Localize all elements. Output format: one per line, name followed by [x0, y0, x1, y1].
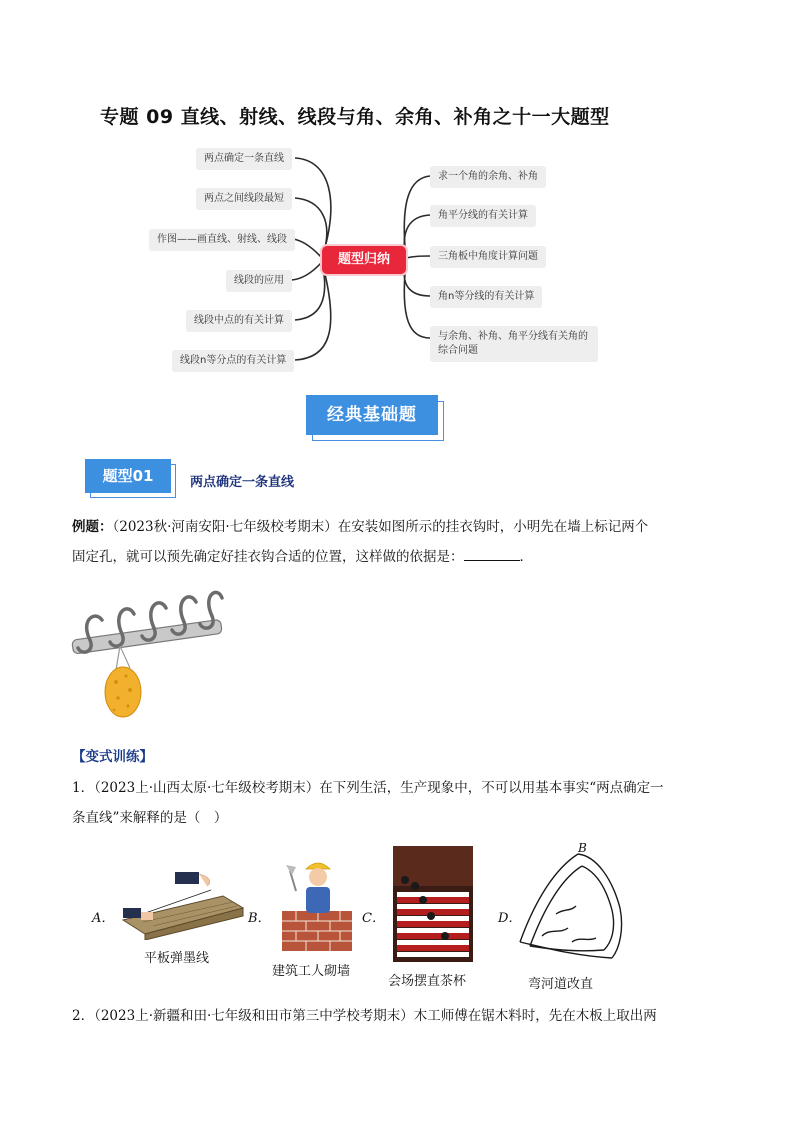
- option-d-image: [516, 838, 636, 970]
- mindmap-node-left-1: 两点确定一条直线: [196, 148, 292, 170]
- mindmap-connectors: [0, 0, 794, 380]
- section-banner: [306, 395, 438, 437]
- question-2-line-1: 2．（2023上·新疆和田·七年级和田市第三中学校考期末）木工师傅在锯木料时，先在木板上取出两: [72, 1008, 657, 1024]
- banner-label: 经典基础题: [306, 395, 438, 435]
- example-text: [72, 512, 672, 572]
- mindmap-node-right-2: 角平分线的有关计算: [430, 205, 536, 227]
- option-c-letter: C．: [362, 911, 385, 926]
- option-b-image: [276, 855, 356, 955]
- answer-blank: [464, 546, 520, 561]
- practice-heading: 【变式训练】: [72, 749, 153, 765]
- question-1: [72, 773, 672, 833]
- mindmap-node-left-6: 线段n等分点的有关计算: [172, 350, 294, 372]
- mindmap-node-right-5-line2: 综合问题: [438, 345, 478, 356]
- page-title: 专题 09 直线、射线、线段与角、余角、补角之十一大题型: [100, 106, 610, 128]
- example-line2-end: ．: [519, 549, 533, 565]
- question-2: [72, 1001, 672, 1031]
- mindmap-node-left-4: 线段的应用: [226, 270, 292, 292]
- example-prefix: 例题：: [72, 519, 113, 535]
- question-1-line-2: 条直线”来解释的是（ ）: [72, 810, 228, 826]
- river-label-b: B: [578, 841, 587, 855]
- option-a-image: [113, 868, 253, 940]
- coat-hook-image: [70, 590, 230, 720]
- topic-tag: [85, 459, 175, 497]
- mindmap-node-left-5: 线段中点的有关计算: [186, 310, 292, 332]
- tag-label: 题型01: [85, 459, 171, 493]
- option-b-caption: 建筑工人砌墙: [272, 964, 351, 979]
- option-d-letter: D．: [498, 911, 522, 926]
- topic-title: 两点确定一条直线: [190, 475, 295, 490]
- mindmap-node-right-3: 三角板中角度计算问题: [430, 246, 546, 268]
- example-line-1: [72, 512, 672, 542]
- option-c-image: [393, 846, 473, 962]
- example-line-2: [72, 542, 672, 572]
- option-d-caption: 弯河道改直: [528, 977, 594, 992]
- option-a-caption: 平板弹墨线: [144, 951, 210, 966]
- option-a-letter: A．: [92, 911, 115, 926]
- question-1-line-1: 1．（2023上·山西太原·七年级校考期末）在下列生活，生产现象中，不可以用基本事实“两点确定一: [72, 780, 664, 796]
- mindmap-node-right-5-line1: 与余角、补角、角平分线有关角的: [438, 331, 588, 342]
- mindmap-node-right-1: 求一个角的余角、补角: [430, 166, 546, 188]
- example-line1-text: （2023秋·河南安阳·七年级校考期末）在安装如图所示的挂衣钩时，小明先在墙上标记两个: [112, 519, 649, 535]
- mindmap-center: 题型归纳: [322, 246, 406, 274]
- mindmap-node-right-4: 角n等分线的有关计算: [430, 286, 542, 308]
- mindmap-node-right-5: [430, 326, 598, 362]
- example-line2-text: 固定孔，就可以预先确定好挂衣钩合适的位置，这样做的依据是：: [72, 549, 464, 565]
- mindmap-node-left-3: 作图——画直线、射线、线段: [149, 229, 295, 251]
- option-c-caption: 会场摆直茶杯: [388, 974, 467, 989]
- option-b-letter: B．: [248, 911, 271, 926]
- mindmap: [0, 0, 794, 380]
- mindmap-node-left-2: 两点之间线段最短: [196, 188, 292, 210]
